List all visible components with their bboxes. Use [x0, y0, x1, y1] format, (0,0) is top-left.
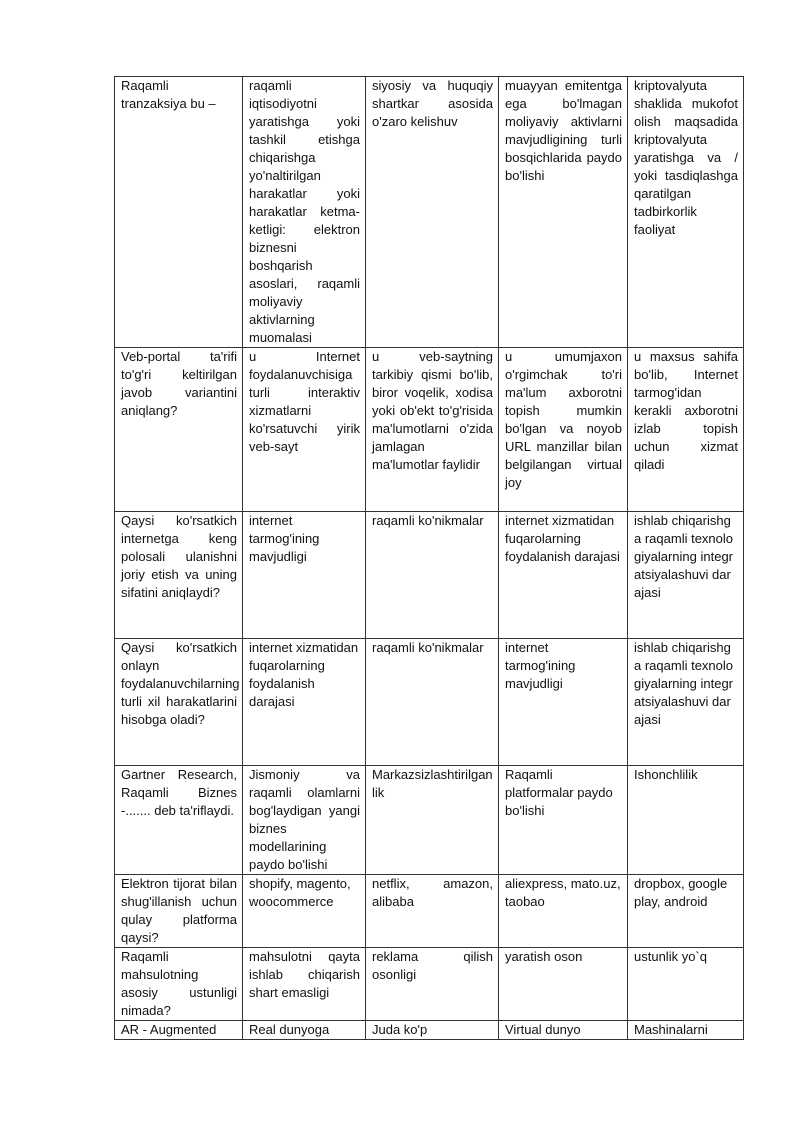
option-cell: shopify, magento, woocommerce — [243, 875, 366, 948]
option-cell: netflix, amazon, alibaba — [366, 875, 499, 948]
question-cell: Raqamli tranzaksiya bu – — [115, 77, 243, 348]
option-cell: reklama qilish osonligi — [366, 948, 499, 1021]
option-cell: Jismoniy va raqamli olamlarni bog'laydigan yangi biznes modellarining paydo bo'lishi — [243, 766, 366, 875]
question-cell: Veb-portal ta'rifi to'g'ri keltirilgan javob variantini aniqlang? — [115, 348, 243, 512]
table-row — [115, 1021, 744, 1040]
option-cell: internet tarmog'ining mavjudligi — [499, 639, 628, 766]
table-row — [115, 948, 744, 1021]
option-cell: kriptovalyuta shaklida mukofot olish maqsadida kriptovalyuta yaratishga va / yoki tasdiqlashga qaratilgan tadbirkorlik faoliyat — [628, 77, 744, 348]
question-cell: Qaysi ko'rsatkich onlayn foydalanuvchilarning turli xil harakatlarini hisobga oladi? — [115, 639, 243, 766]
option-cell: raqamli iqtisodiyotni yaratishga yoki tashkil etishga chiqarishga yo'naltirilgan harakatlar yoki harakatlar ketma-ketligi: elektron biznesni boshqarish asoslari, raqamli moliyaviy aktivlarning muomalasi — [243, 77, 366, 348]
option-cell: internet xizmatidan fuqarolarning foydalanish darajasi — [243, 639, 366, 766]
option-cell: Juda ko'p — [366, 1021, 499, 1040]
option-cell: ishlab chiqarishga raqamli texnologiyalarning integratsiyalashuvi darajasi — [628, 639, 744, 766]
table-row — [115, 766, 744, 875]
question-cell: Elektron tijorat bilan shug'illanish uchun qulay platforma qaysi? — [115, 875, 243, 948]
option-cell: raqamli ko'nikmalar — [366, 512, 499, 639]
table-row — [115, 639, 744, 766]
option-cell: Real dunyoga — [243, 1021, 366, 1040]
question-cell: AR - Augmented — [115, 1021, 243, 1040]
option-cell: ustunlik yo`q — [628, 948, 744, 1021]
option-cell: Ishonchlilik — [628, 766, 744, 875]
option-cell: mahsulotni qayta ishlab chiqarish shart emasligi — [243, 948, 366, 1021]
option-cell: yaratish oson — [499, 948, 628, 1021]
option-cell: u maxsus sahifa bo'lib, Internet tarmog'idan kerakli axborotni izlab topish uchun xizmat qiladi — [628, 348, 744, 512]
option-cell: siyosiy va huquqiy shartkar asosida o'zaro kelishuv — [366, 77, 499, 348]
option-cell: u Internet foydalanuvchisiga turli interaktiv xizmatlarni ko'rsatuvchi yirik veb-sayt — [243, 348, 366, 512]
option-cell: dropbox, google play, android — [628, 875, 744, 948]
option-cell: Raqamli platformalar paydo bo'lishi — [499, 766, 628, 875]
option-cell: u veb-saytning tarkibiy qismi bo'lib, biror voqelik, xodisa yoki ob'ekt to'g'risida ma'lumotlarni o'zida jamlagan ma'lumotlar faylidir — [366, 348, 499, 512]
question-cell: Raqamli mahsulotning asosiy ustunligi nimada? — [115, 948, 243, 1021]
option-cell: muayyan emitentga ega bo'lmagan moliyaviy aktivlarni mavjudligining turli bosqichlarida paydo bo'lishi — [499, 77, 628, 348]
table-row — [115, 77, 744, 348]
option-cell: Markazsizlashtirilganlik — [366, 766, 499, 875]
table-row — [115, 875, 744, 948]
option-cell: Mashinalarni — [628, 1021, 744, 1040]
question-cell: Gartner Research, Raqamli Biznes -....... deb ta'riflaydi. — [115, 766, 243, 875]
option-cell: aliexpress, mato.uz, taobao — [499, 875, 628, 948]
option-cell: internet xizmatidan fuqarolarning foydalanish darajasi — [499, 512, 628, 639]
option-cell: ishlab chiqarishga raqamli texnologiyalarning integratsiyalashuvi darajasi — [628, 512, 744, 639]
option-cell: internet tarmog'ining mavjudligi — [243, 512, 366, 639]
table-row — [115, 348, 744, 512]
option-cell: u umumjaxon o'rgimchak to'ri ma'lum axborotni topish mumkin bo'lgan va noyob URL manzillar bilan belgilangan virtual joy — [499, 348, 628, 512]
quiz-table — [114, 76, 744, 1040]
question-cell: Qaysi ko'rsatkich internetga keng polosali ulanishni joriy etish va uning sifatini aniqlaydi? — [115, 512, 243, 639]
option-cell: Virtual dunyo — [499, 1021, 628, 1040]
table-row — [115, 512, 744, 639]
option-cell: raqamli ko'nikmalar — [366, 639, 499, 766]
